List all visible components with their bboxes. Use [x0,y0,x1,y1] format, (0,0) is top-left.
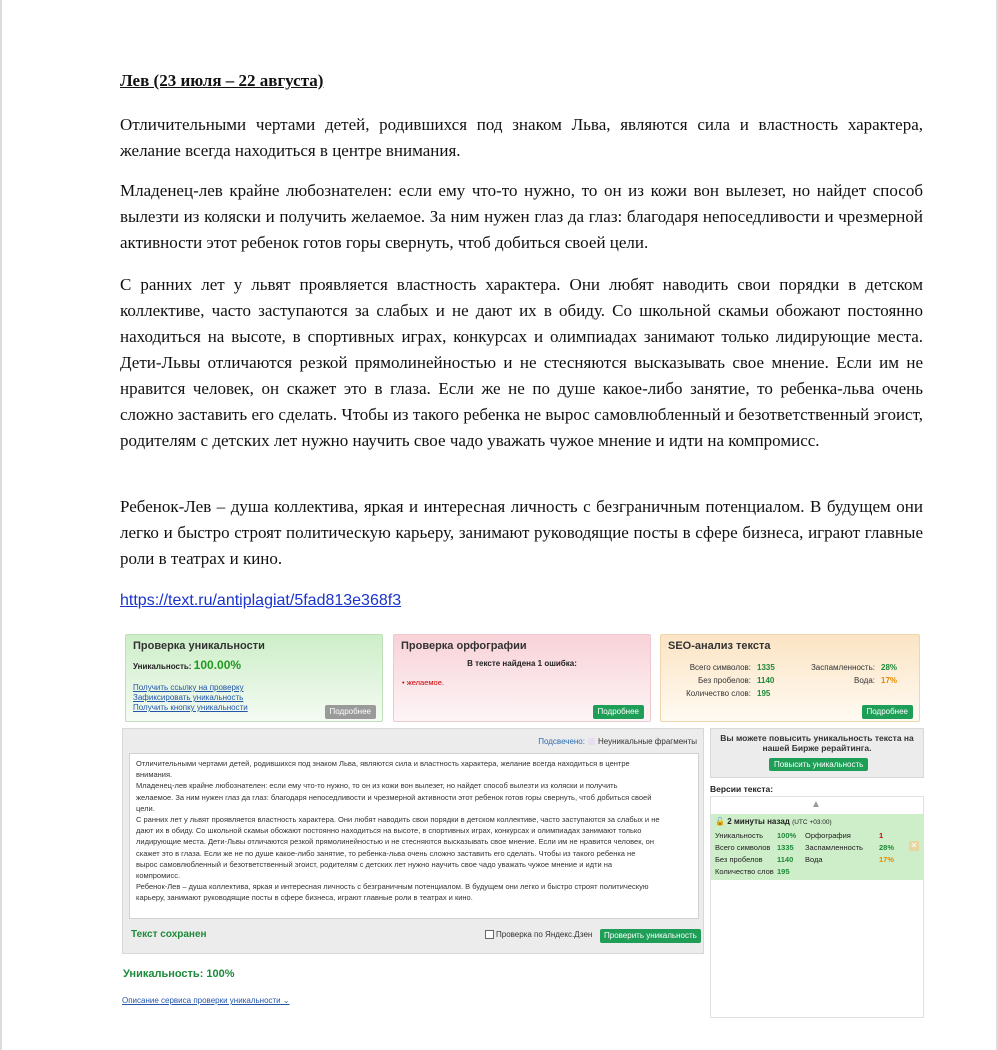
yandex-option[interactable] [485,930,592,939]
version-spell-row [805,831,883,840]
seo-total-label: Всего символов: [689,663,751,672]
editor-line: желаемое. За ним нужен глаз да глаз: благодаря непоседливости и чрезмерной активности этот ребенок готов горы свернуть, чтоб добиться своей [136,792,652,802]
chevron-down-icon: ⌄ [282,996,290,1005]
text-editor-panel [122,728,704,954]
spelling-found: В тексте найдена 1 ошибка: [467,659,577,668]
seo-spam-value: 28% [881,663,898,672]
yandex-label: Проверка по Яндекс.Дзен [496,930,593,939]
raise-uniqueness-button[interactable]: Повысить уникальность [769,758,868,771]
version-uniq-label: Уникальность [715,831,764,840]
legend-swatch [588,738,595,745]
seo-nospace-label: Без пробелов: [698,676,751,685]
spelling-card [393,634,651,722]
spelling-more-button[interactable]: Подробнее [593,705,645,719]
version-words-label: Количество слов [715,867,774,876]
editor-line: С ранних лет у львят проявляется властность характера. Они любят наводить свои порядки в детском коллективе, часто заступаются за слабых и не [136,815,660,825]
seo-nospace-row [667,676,774,685]
editor-line: скажет это в глаза. Если же не по душе какое-либо занятие, то ребенка-льва очень сложно заставить его сделать. Чтобы из такого ребенка не [136,848,636,858]
paragraph-3: С ранних лет у львят проявляется властность характера. Они любят наводить свои порядки в детском коллективе, часто заступаются за слабых и не дают их в обиду. Со школьной скамьи обожают постоянно находиться на высоте, в спортивных играх, конкурсах и олимпиадах занимают только лидирующие места. Дети-Львы отличаются резкой прямолинейностью и не стесняются высказывать свое мнение. Если им не нравится человек, он скажет это в глаза. Если же не по душе какое-либо занятие, то ребенка-льва очень сложно заставить его сделать. Чтобы из такого ребенка не вырос самовлюбленный и безответственный эгоист, родителям с детских лет нужно научить свое чадо уважать чужое мнение и идти на компромисс. [120,275,923,450]
uniqueness-value: 100.00% [193,658,242,672]
seo-water-row [795,676,897,685]
document-body [120,66,923,609]
antiplagiat-link[interactable]: https://text.ru/antiplagiat/5fad813e368f3 [120,592,402,609]
editor-line: дают их в обиду. Со школьной скамьи обожают постоянно находиться на высоте, в спортивных играх, конкурсах и олимпиадах занимают только [136,826,642,836]
version-item[interactable] [711,814,923,880]
check-uniqueness-button[interactable]: Проверить уникальность [600,929,701,943]
editor-line: вырос самовлюбленный и безответственный эгоист, родителям с детских лет нужно научить свое чадо уважать чужое мнение и идти на [136,859,613,869]
text-editor[interactable] [129,753,699,919]
seo-card-title: SEO-анализ текста [668,640,771,652]
version-spam-value: 28% [879,843,895,852]
seo-more-button[interactable]: Подробнее [862,705,914,719]
service-description-link[interactable] [122,996,290,1005]
get-button-link[interactable]: Получить кнопку уникальности [133,703,248,712]
uniqueness-label: Уникальность: [133,662,192,671]
chevron-up-icon[interactable]: ▲ [811,799,821,810]
paragraph-4: Ребенок-Лев – душа коллектива, яркая и интересная личность с безграничным потенциалом. В будущем они легко и быстро строят политическую карьеру, занимают руководящие посты в сфере бизнеса, играют главные роли в театрах и кино. [120,497,923,568]
promo-text: Вы можете повысить уникальность текста на нашей Бирже рерайтинга. [720,733,914,753]
version-spell-label: Орфография [805,831,851,840]
seo-words-row [667,689,770,698]
editor-line: компромисс. [136,871,181,881]
version-uniq-value: 100% [777,831,797,840]
seo-card [660,634,920,722]
paragraph-1: Отличительными чертами детей, родившихся под знаком Льва, являются сила и властность характера, желание всегда находиться в центре внимания. [120,115,923,160]
version-spam-label: Заспамленность [805,843,863,852]
version-spell-value: 1 [879,831,884,840]
version-total-label: Всего символов [715,843,771,852]
version-header [715,817,832,826]
version-water-value: 17% [879,855,895,864]
service-description-text: Описание сервиса проверки уникальности [122,996,281,1005]
seo-total-value: 1335 [757,663,775,672]
version-words-row [715,867,790,876]
legend-text: Неуникальные фрагменты [597,737,697,746]
seo-water-label: Вода: [854,676,875,685]
uniqueness-links [133,683,248,713]
spelling-error-item: • желаемое. [402,678,444,687]
version-total-value: 1335 [777,843,794,852]
legend-label: Подсвечено: [538,737,585,746]
paragraph-2: Младенец-лев крайне любознателен: если ему что-то нужно, то он из кожи вон вылезет, но найдет способ вылезти из коляски и получить желаемое. За ним нужен глаз да глаз: благодаря непоседливости и чрезмерной активности этот ребенок готов горы свернуть, чтоб добиться своей цели. [120,181,923,252]
version-nospace-row [715,855,793,864]
section-heading: Лев (23 июля – 22 августа) [120,71,324,90]
version-nospace-value: 1140 [777,855,794,864]
uniqueness-card-title: Проверка уникальности [133,640,265,652]
version-spam-row [805,843,894,852]
versions-title: Версии текста: [710,784,774,794]
editor-line: Младенец-лев крайне любознателен: если ему что-то нужно, то он из кожи вон вылезет, но найдет способ вылезти из коляски и получить [136,781,618,791]
versions-panel [710,796,924,1018]
uniqueness-result: Уникальность: 100% [123,968,235,980]
seo-nospace-value: 1140 [757,676,775,685]
editor-line: внимания. [136,770,173,780]
version-total-row [715,843,794,852]
get-check-link[interactable]: Получить ссылку на проверку [133,683,244,692]
uniqueness-card [125,634,383,722]
editor-line: Отличительными чертами детей, родившихся под знаком Льва, являются сила и властность характера, желание всегда находиться в центре [136,759,630,768]
lock-icon: 🔓 [715,817,725,826]
highlight-legend [538,737,697,746]
saved-status: Текст сохранен [131,929,207,940]
fix-uniqueness-link[interactable]: Зафиксировать уникальность [133,693,244,702]
version-tz: (UTC +03:00) [792,819,832,826]
yandex-checkbox[interactable] [485,930,494,939]
editor-line: цели. [136,803,155,813]
version-nospace-label: Без пробелов [715,855,763,864]
version-water-row [805,855,894,864]
seo-words-value: 195 [757,689,771,698]
seo-words-label: Количество слов: [686,689,751,698]
version-water-label: Вода [805,855,823,864]
spelling-card-title: Проверка орфографии [401,640,527,652]
version-time: 2 минуты назад [727,817,790,826]
rewrite-promo [710,728,924,778]
version-words-value: 195 [777,867,790,876]
version-uniq-row [715,831,796,840]
seo-spam-label: Заспамленность: [810,663,875,672]
page-border-left [0,0,2,1050]
uniqueness-more-button[interactable]: Подробнее [325,705,377,719]
seo-water-value: 17% [881,676,898,685]
seo-spam-row [795,663,897,672]
close-icon[interactable]: ✕ [910,841,918,850]
editor-line: лидирующие места. Дети-Львы отличаются резкой прямолинейностью и не стесняются высказывать свое мнение. Если им не нравится человек, он [136,837,654,847]
embedded-screenshot [120,630,926,1018]
editor-line: карьеру, занимают руководящие посты в сфере бизнеса, играют главные роли в театрах и кино. [136,893,473,903]
seo-total-row [667,663,775,672]
editor-line: Ребенок-Лев – душа коллектива, яркая и интересная личность с безграничным потенциалом. В будущем они легко и быстро строят политическую [136,882,649,892]
uniqueness-line [133,658,241,672]
